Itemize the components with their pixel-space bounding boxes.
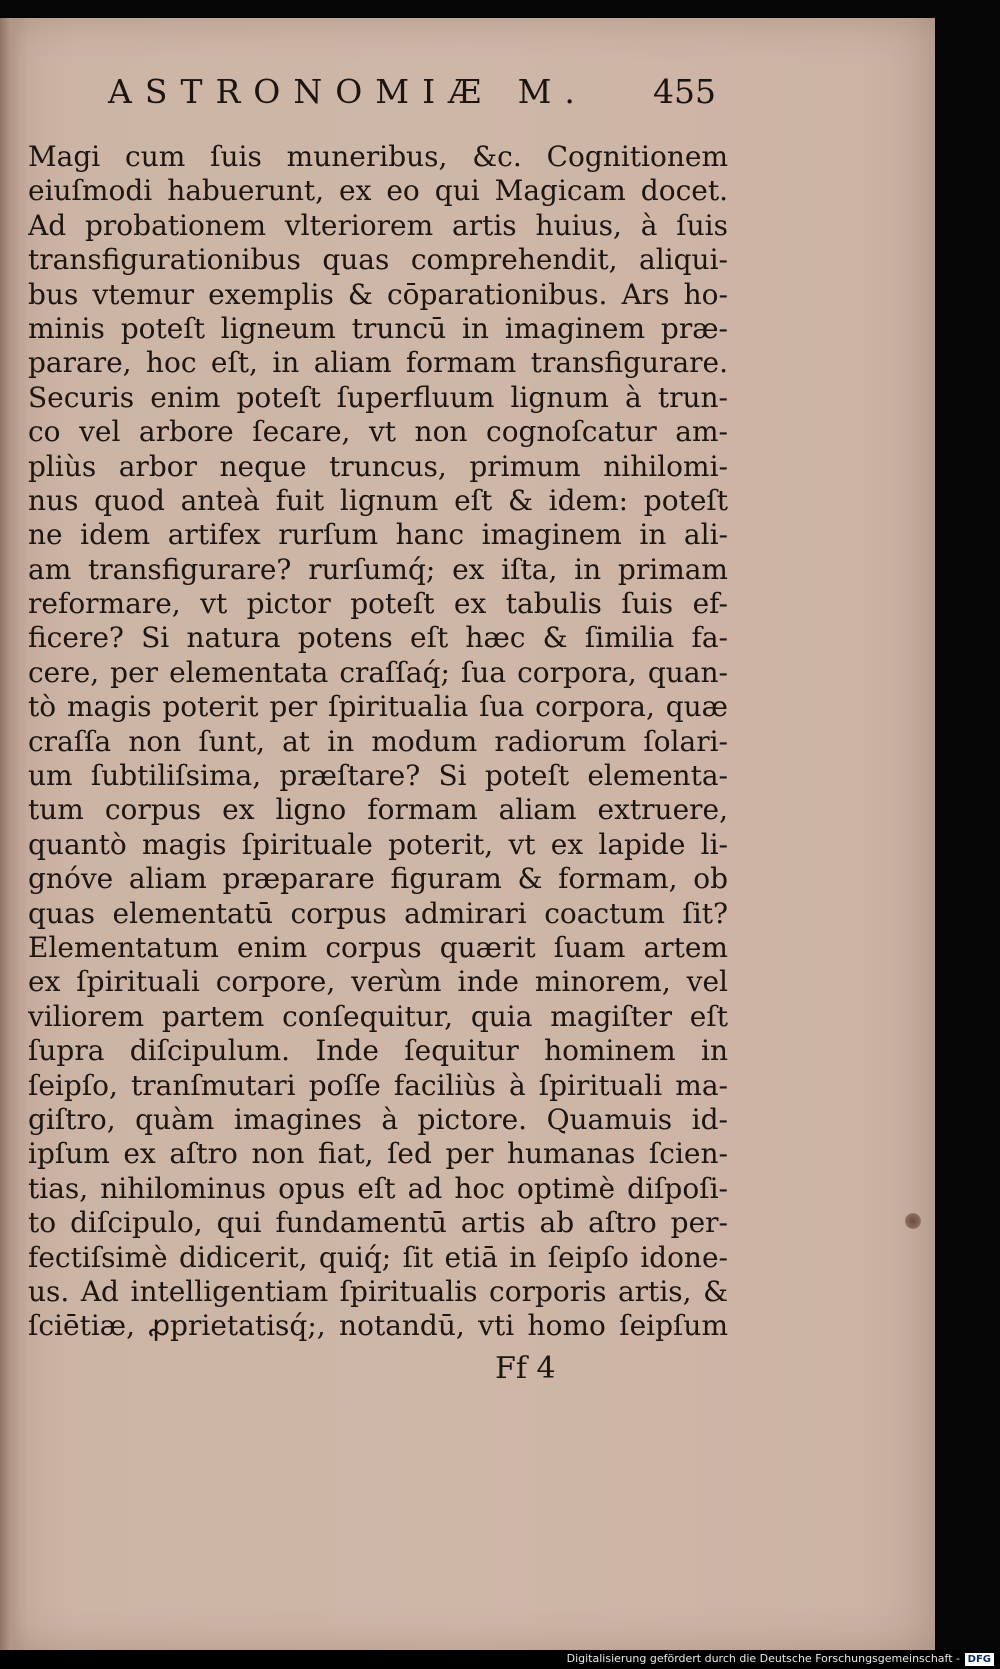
text-line: cere, per elementata craſſaq́; ſua corpora, quan- <box>28 655 728 689</box>
text-line: reformare, vt pictor poteſt ex tabulis ſuis ef- <box>28 587 728 621</box>
text-line: Elementatum enim corpus quærit ſuam artem <box>28 930 728 964</box>
text-line: pliùs arbor neque truncus, primum nihilomi- <box>28 449 728 483</box>
footer-credit: Digitalisierung gefördert durch die Deutsche Forschungsgemeinschaft - <box>566 1652 960 1665</box>
text-line: parare, hoc eſt, in aliam formam transfigurare. <box>28 346 728 380</box>
text-line: fectiſsimè didicerit, quiq́; ſit etiā in ſeipſo idone- <box>28 1240 728 1274</box>
text-line: us. Ad intelligentiam ſpiritualis corporis artis, & <box>28 1274 728 1308</box>
body-text <box>28 140 728 1344</box>
text-line: co vel arbore ſecare, vt non cognoſcatur am- <box>28 415 728 449</box>
footer-bar <box>0 1650 1000 1669</box>
paper-stain <box>905 1213 921 1229</box>
text-line: nus quod anteà fuit lignum eſt & idem: poteſt <box>28 483 728 517</box>
text-line: Magi cum ſuis muneribus, &c. Cognitionem <box>28 140 728 173</box>
text-line: ſeipſo, tranſmutari poſſe faciliùs à ſpirituali ma- <box>28 1068 728 1102</box>
text-line: ſciētiæ, ꝓprietatisq́;, notandū, vti homo ſeipſum <box>28 1309 728 1343</box>
text-line: eiuſmodi habuerunt, ex eo qui Magicam docet. <box>28 174 728 208</box>
text-line: bus vtemur exemplis & cōparationibus. Ars ho- <box>28 277 728 311</box>
running-title: ASTRONOMIÆ M. <box>108 72 588 111</box>
text-line: giſtro, quàm imagines à pictore. Quamuis id- <box>28 1102 728 1136</box>
running-head <box>108 72 748 122</box>
text-line: ſupra diſcipulum. Inde ſequitur hominem in <box>28 1034 728 1068</box>
dfg-logo: DFG <box>965 1653 994 1666</box>
text-line: Ad probationem vlteriorem artis huius, à ſuis <box>28 208 728 242</box>
text-line: um ſubtiliſsima, præſtare? Si poteſt elementa- <box>28 759 728 793</box>
text-line: to diſcipulo, qui fundamentū artis ab aſtro per- <box>28 1206 728 1240</box>
text-line: gnóve aliam præparare figuram & formam, ob <box>28 862 728 896</box>
text-line: am transfigurare? rurſumq́; ex iſta, in primam <box>28 552 728 586</box>
text-line: ex ſpirituali corpore, verùm inde minorem, vel <box>28 965 728 999</box>
text-line: transfigurationibus quas comprehendit, aliqui- <box>28 243 728 277</box>
text-line: craſſa non ſunt, at in modum radiorum ſolari- <box>28 724 728 758</box>
text-line: tias, nihilominus opus eſt ad hoc optimè diſpoſi- <box>28 1171 728 1205</box>
text-line: ne idem artifex rurſum hanc imaginem in ali- <box>28 518 728 552</box>
text-line: quantò magis ſpirituale poterit, vt ex lapide li- <box>28 827 728 861</box>
signature-mark: Ff 4 <box>495 1351 556 1386</box>
text-line: Securis enim poteſt ſuperfluum lignum à trun- <box>28 380 728 414</box>
text-line: ipſum ex aſtro non fiat, ſed per humanas ſcien- <box>28 1137 728 1171</box>
text-line: tò magis poterit per ſpiritualia ſua corpora, quæ <box>28 690 728 724</box>
text-line: tum corpus ex ligno formam aliam extruere, <box>28 793 728 827</box>
page-number: 455 <box>653 72 716 111</box>
text-line: minis poteſt ligneum truncū in imaginem præ- <box>28 311 728 345</box>
text-line: quas elementatū corpus admirari coactum ſit? <box>28 896 728 930</box>
book-page <box>0 18 935 1650</box>
text-line: ficere? Si natura potens eſt hæc & ſimilia fa- <box>28 621 728 655</box>
text-line: viliorem partem conſequitur, quia magiſter eſt <box>28 999 728 1033</box>
page-binding-edge <box>0 18 18 1650</box>
